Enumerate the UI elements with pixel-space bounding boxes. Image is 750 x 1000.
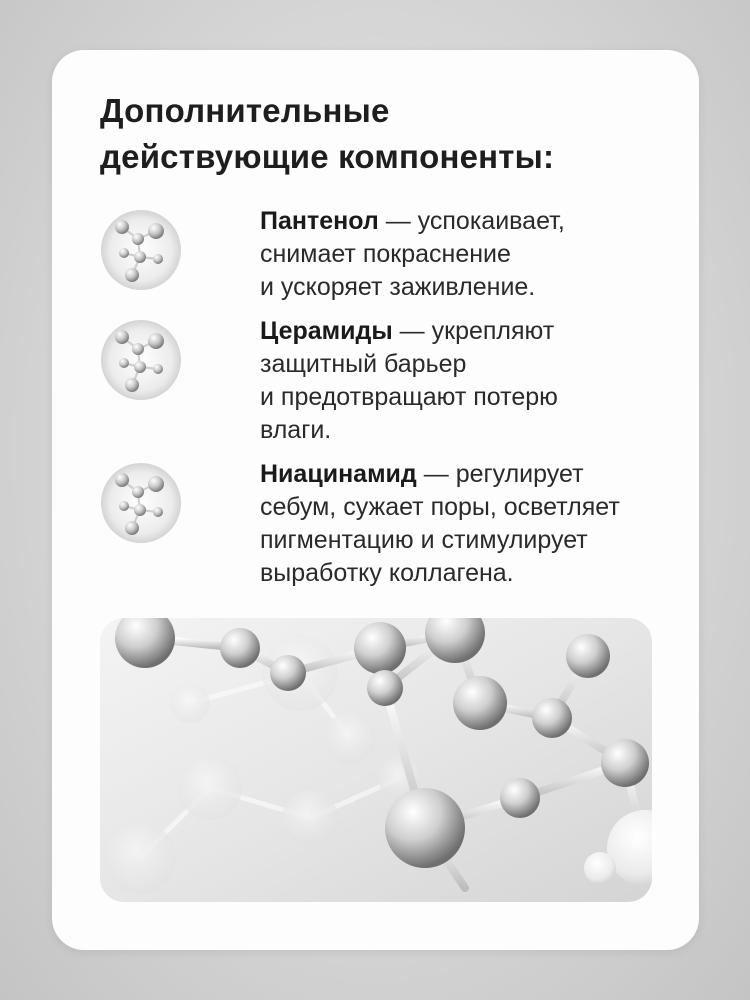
molecule-icon — [100, 462, 182, 544]
ingredient-line: и ускоряет заживление. — [260, 273, 536, 301]
ingredient-text — [260, 315, 690, 447]
ingredient-line: укрепляют — [431, 317, 555, 345]
ingredient-line: себум, сужает поры, осветляет — [260, 493, 620, 521]
ingredient-line: пигментацию и стимулирует — [260, 526, 588, 554]
ingredient-name: Пантенол — [260, 207, 379, 235]
ingredient-niacinamide — [100, 458, 670, 598]
molecule-banner-image — [100, 618, 652, 902]
ingredient-line: выработку коллагена. — [260, 559, 514, 587]
ingredient-name: Церамиды — [260, 317, 393, 345]
ingredient-dash: — — [378, 207, 418, 235]
ingredient-text — [260, 205, 690, 304]
ingredient-text — [260, 458, 690, 590]
ingredient-line: и предотвращают потерю — [260, 383, 558, 411]
title-line-1: Дополнительные — [100, 92, 390, 129]
ingredient-line: защитный барьер — [260, 350, 467, 378]
content-card — [52, 50, 699, 950]
ingredient-dash: — — [416, 460, 456, 488]
molecule-icon — [100, 319, 182, 401]
title-line-2: действующие компоненты: — [100, 138, 555, 175]
ingredient-line: снимает покраснение — [260, 240, 511, 268]
molecule-icon — [100, 209, 182, 291]
ingredient-name: Ниацинамид — [260, 460, 417, 488]
ingredient-ceramides — [100, 315, 670, 455]
ingredient-line: успокаивает, — [417, 207, 565, 235]
ingredient-dash: — — [392, 317, 432, 345]
ingredient-panthenol — [100, 205, 670, 305]
ingredient-line: регулирует — [455, 460, 584, 488]
page-title — [100, 88, 660, 180]
ingredient-line: влаги. — [260, 416, 332, 444]
